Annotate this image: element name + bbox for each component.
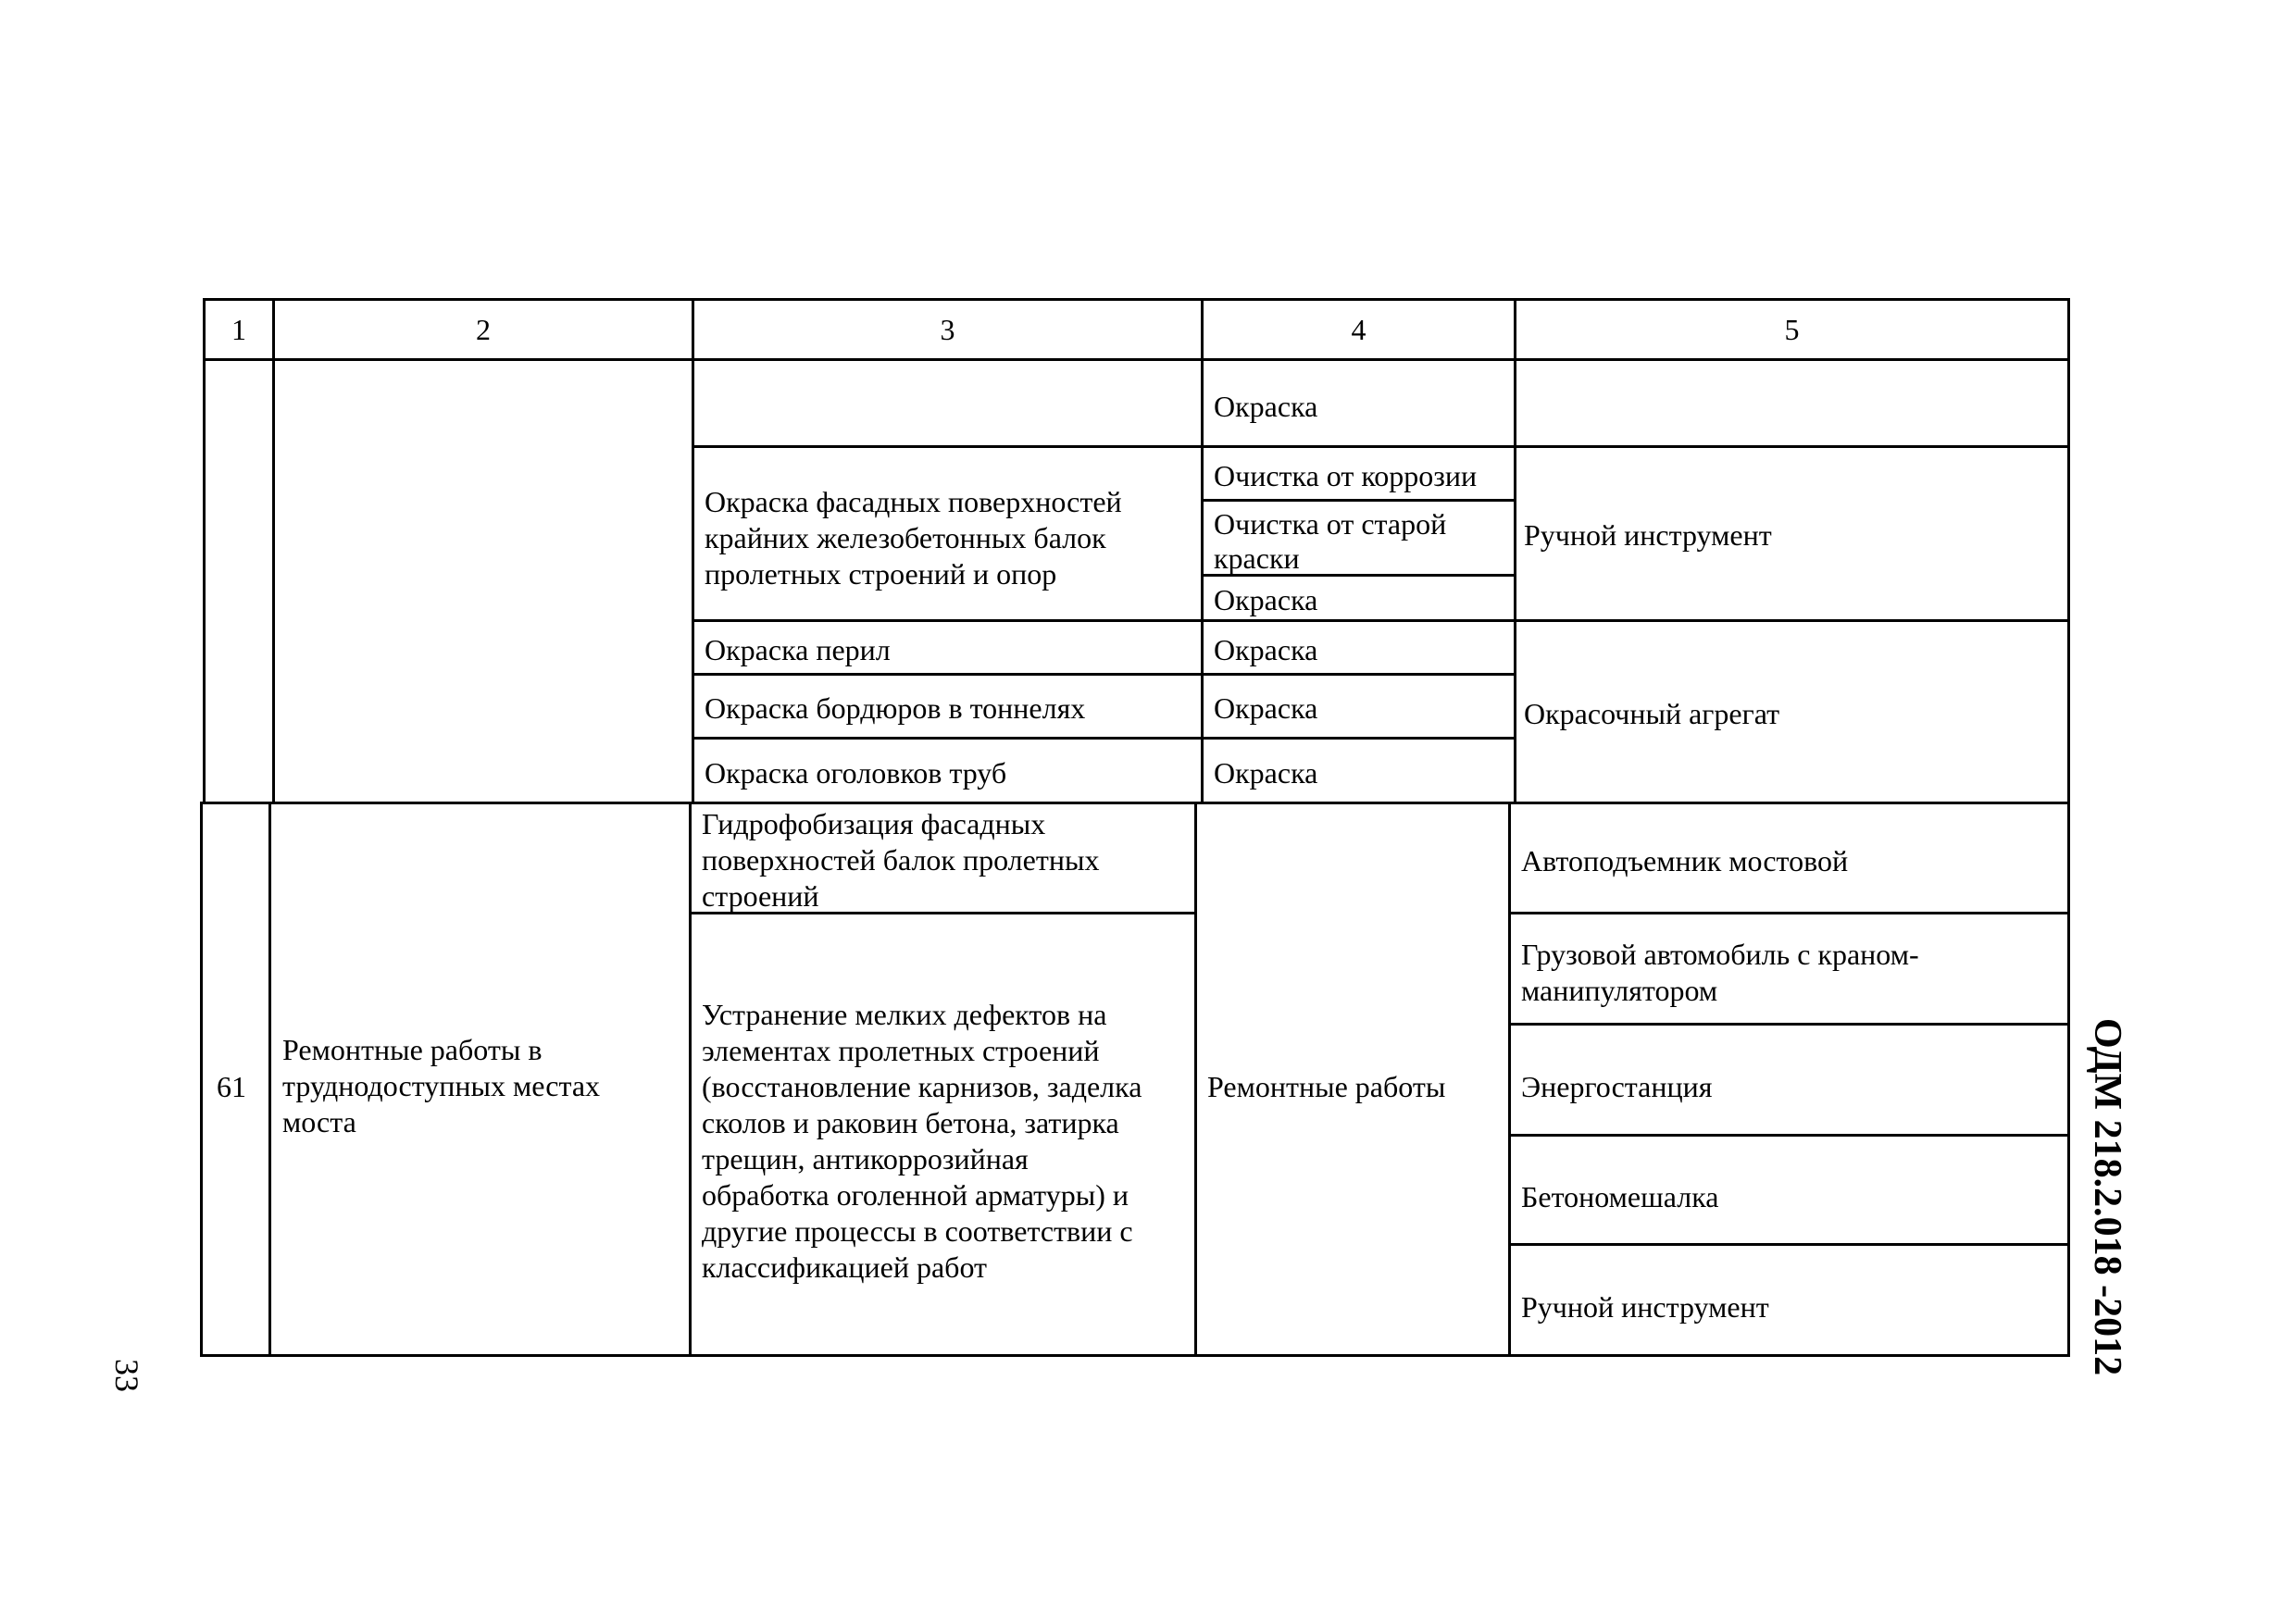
- rule: [203, 298, 2070, 301]
- column-header-5: 5: [1784, 313, 1800, 346]
- rule: [2067, 298, 2070, 1357]
- cell-operation: Окраска: [1214, 633, 1318, 666]
- rule: [1508, 1023, 2070, 1026]
- column-header-3: 3: [940, 313, 955, 346]
- cell-operation: Окраска: [1214, 756, 1318, 790]
- cell-work-type: Окраска перил: [705, 633, 891, 666]
- cell-work-type: Окраска бордюров в тоннелях: [705, 691, 1086, 725]
- cell-work-type: Окраска оголовков труб: [705, 756, 1007, 790]
- cell-equipment: Автоподъемник мостовой: [1521, 844, 1849, 877]
- rule: [1201, 298, 1204, 802]
- rule: [1508, 1243, 2070, 1246]
- rule: [200, 1354, 2070, 1357]
- rule: [203, 802, 2070, 804]
- rule: [692, 298, 694, 802]
- rule: [1508, 1134, 2070, 1137]
- cell-work-type: Окраска фасадных поверхностей крайних железобетонных балок пролетных строений и опор: [705, 485, 1122, 591]
- cell-operation: Очистка от коррозии: [1214, 459, 1478, 492]
- cell-operation: Окраска: [1214, 583, 1318, 616]
- rule: [692, 445, 2070, 448]
- rule: [1514, 298, 1516, 802]
- rule: [203, 298, 206, 802]
- rule: [1201, 499, 1514, 502]
- cell-operation: Ремонтные работы: [1207, 1070, 1446, 1103]
- rule: [1508, 802, 1511, 1357]
- column-header-1: 1: [231, 313, 246, 346]
- column-header-4: 4: [1351, 313, 1366, 346]
- cell-work-type: Устранение мелких дефектов на элементах пролетных строений (восстановление карнизов, заделка сколов и раковин бетона, затирка трещин, антикоррозийная обработка оголенной арматуры) и другие процессы в соответствии с классификацией работ: [702, 998, 1142, 1284]
- cell-work-name: Ремонтные работы в труднодоступных местах моста: [282, 1033, 601, 1138]
- rule: [203, 358, 2070, 361]
- rule: [692, 737, 1514, 740]
- cell-equipment: Бетономешалка: [1521, 1180, 1719, 1213]
- rule: [692, 619, 2070, 622]
- page-number: 33: [108, 1359, 145, 1392]
- rule: [200, 802, 203, 1357]
- row-number: 61: [217, 1070, 246, 1103]
- cell-operation: Очистка от старой краски: [1214, 507, 1447, 575]
- cell-equipment: Ручной инструмент: [1521, 1290, 1769, 1324]
- rule: [689, 802, 692, 1357]
- cell-equipment: Окрасочный агрегат: [1524, 697, 1780, 730]
- rule: [1194, 802, 1197, 1357]
- cell-equipment: Энергостанция: [1521, 1070, 1713, 1103]
- cell-equipment: Ручной инструмент: [1524, 518, 1772, 552]
- rule: [692, 673, 1514, 676]
- document-code: ОДМ 218.2.018 -2012: [2086, 1018, 2128, 1376]
- cell-operation: Окраска: [1214, 691, 1318, 725]
- cell-operation: Окраска: [1214, 390, 1318, 423]
- rule: [272, 298, 275, 802]
- column-header-2: 2: [476, 313, 491, 346]
- rule: [1508, 912, 2070, 914]
- cell-equipment: Грузовой автомобиль с краном- манипулятором: [1521, 938, 1919, 1007]
- cell-work-type: Гидрофобизация фасадных поверхностей балок пролетных строений: [702, 807, 1100, 913]
- rule: [268, 802, 271, 1357]
